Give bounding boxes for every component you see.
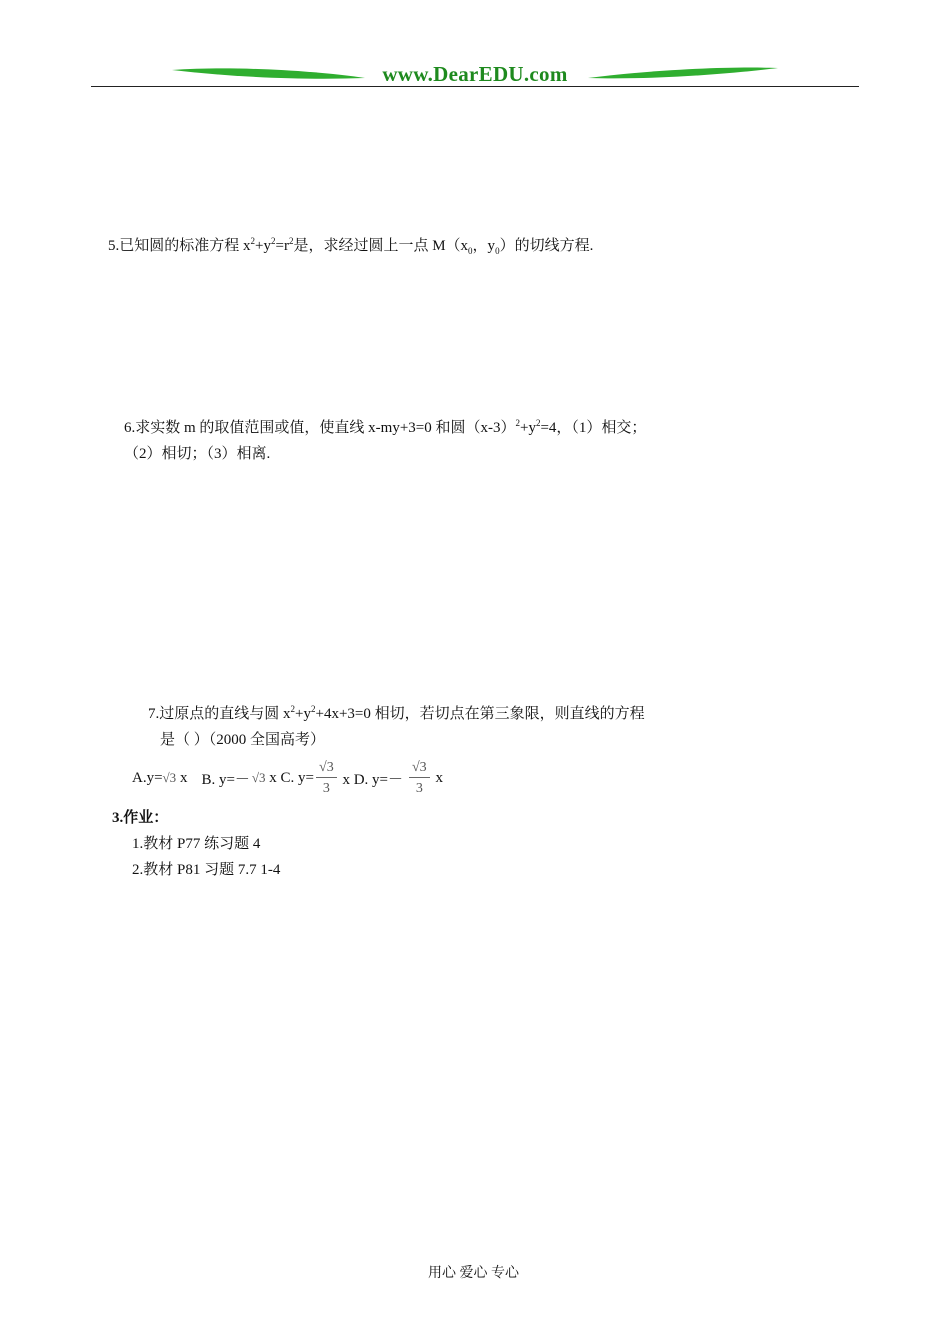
question-5: 5.已知圆的标准方程 $x^2+y^2=r^2$是，求经过圆上一点 $M(x_0$，$y_0$）的切线方程. — [108, 236, 594, 256]
question-7-options — [132, 756, 443, 800]
option-a-label: A.y= — [132, 769, 163, 786]
question-7-line-1: 7.过原点的直线与圆 $x^2+y^2+4x+3=0$ 相切，若切点在第三象限，则直线的方程 — [148, 704, 645, 722]
option-c-fraction: $\frac{√3}{3}$ — [316, 761, 337, 796]
option-a-root: √3 — [162, 770, 177, 785]
option-c-var: x D. y=－ — [338, 771, 403, 788]
header-divider — [91, 86, 859, 87]
homework-title: 3.作业： — [112, 810, 169, 826]
option-d-var: x — [431, 769, 443, 786]
page-footer: 用心 爱心 专心 — [428, 1266, 519, 1281]
option-b-var: x C. y= — [265, 769, 315, 786]
question-7-line-2: 是（ ）（2000 全国高考） — [160, 732, 326, 748]
site-name: www.DearEDU.com — [382, 62, 568, 86]
option-d-fraction: $\frac{√3}{3}$ — [409, 761, 430, 796]
question-6-line-1: 6.求实数 m 的取值范围或值，使直线 x-my+3=0 和圆$(x-3)^2+y^2=4$，（1）相交； — [124, 418, 647, 436]
option-b-label: B. y=－ — [201, 771, 250, 788]
homework-item: 2.教材 P81 习题 7.7 1-4 — [132, 862, 281, 878]
option-a-var: x — [176, 769, 188, 786]
option-b-root: √3 — [251, 770, 266, 785]
question-6-line-2: （2）相切；（3）相离. — [124, 446, 271, 462]
homework-item: 1.教材 P77 练习题 4 — [132, 836, 261, 852]
